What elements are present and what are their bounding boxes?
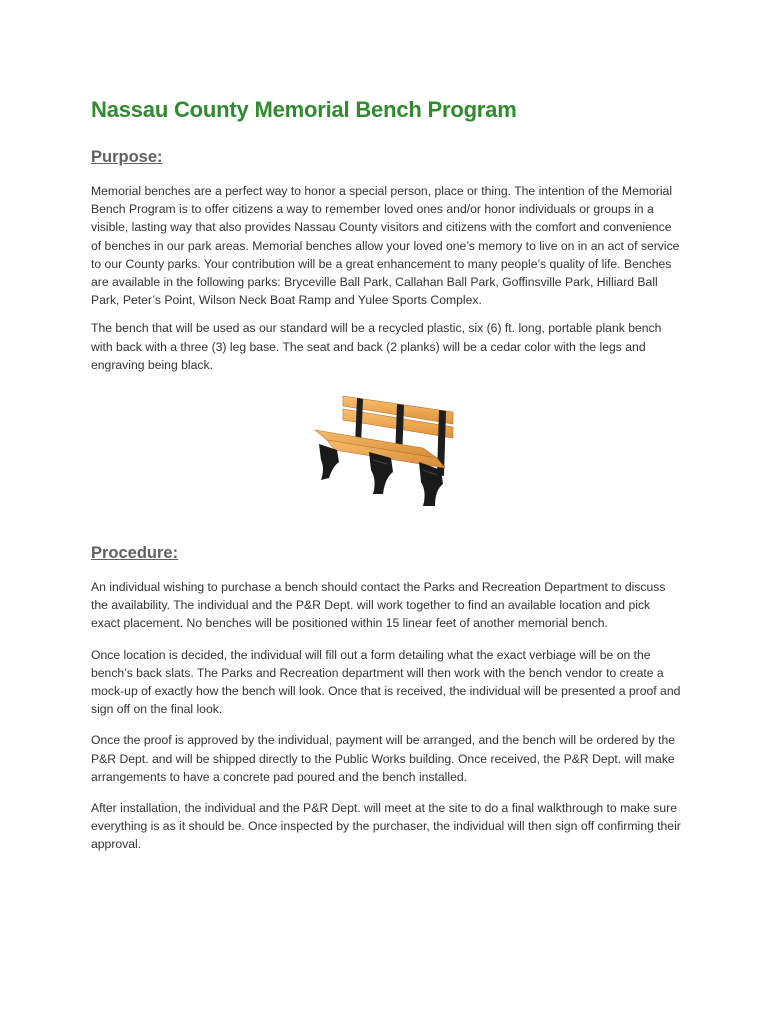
- page-title: Nassau County Memorial Bench Program: [91, 97, 517, 122]
- procedure-heading: Procedure:: [91, 544, 179, 563]
- bench-image-container: [91, 390, 681, 530]
- purpose-paragraph-2: The bench that will be used as our standard will be a recycled plastic, six (6) ft. long, portable plank bench with back with a three (3) leg base. The seat and back (2 planks) will be a cedar color with the legs and engraving being black.: [91, 321, 662, 372]
- purpose-heading: Purpose:: [91, 148, 163, 166]
- procedure-paragraph-4: After installation, the individual and the P&R Dept. will meet at the site to do a final walkthrough to make sure everything is as it should be. Once inspected by the purchaser, the individual will then sign off confirming their approval.: [91, 801, 681, 852]
- procedure-paragraph-1: An individual wishing to purchase a bench should contact the Parks and Recreation Department to discuss the availability. The individual and the P&R Dept. will work together to find an available location and pick exact placement. No benches will be positioned within 15 linear feet of another memorial bench.: [91, 580, 666, 631]
- purpose-paragraph-1: Memorial benches are a perfect way to honor a special person, place or thing. The intention of the Memorial Bench Program is to offer citizens a way to remember loved ones and/or honor individuals or groups in a visible, lasting way that also provides Nassau County visitors and citizens with the comfort and convenience of benches in our park areas. Memorial benches allow your loved one’s memory to live on in an act of service to our County parks. Your contribution will be a great enhancement to many people’s quality of life. Benches are available in the following parks: Bryceville Ball Park, Callahan Ball Park, Goffinsville Park, Hilliard Ball Park, Peter’s Point, Wilson Neck Boat Ramp and Yulee Sports Complex.: [91, 184, 680, 308]
- bench-illustration-icon: [313, 390, 463, 510]
- document-page: [91, 96, 681, 854]
- procedure-paragraph-2: Once location is decided, the individual will fill out a form detailing what the exact verbiage will be on the bench’s back slats. The Parks and Recreation department will then work with the bench vendor to create a mock-up of exactly how the bench will look. Once that is received, the individual will be presented a proof and sign off on the final look.: [91, 647, 681, 717]
- procedure-paragraph-3: Once the proof is approved by the individual, payment will be arranged, and the bench will be ordered by the P&R Dept. and will be shipped directly to the Public Works building. Once received, the P&R Dept. will make arrangements to have a concrete pad poured and the bench installed.: [91, 733, 676, 784]
